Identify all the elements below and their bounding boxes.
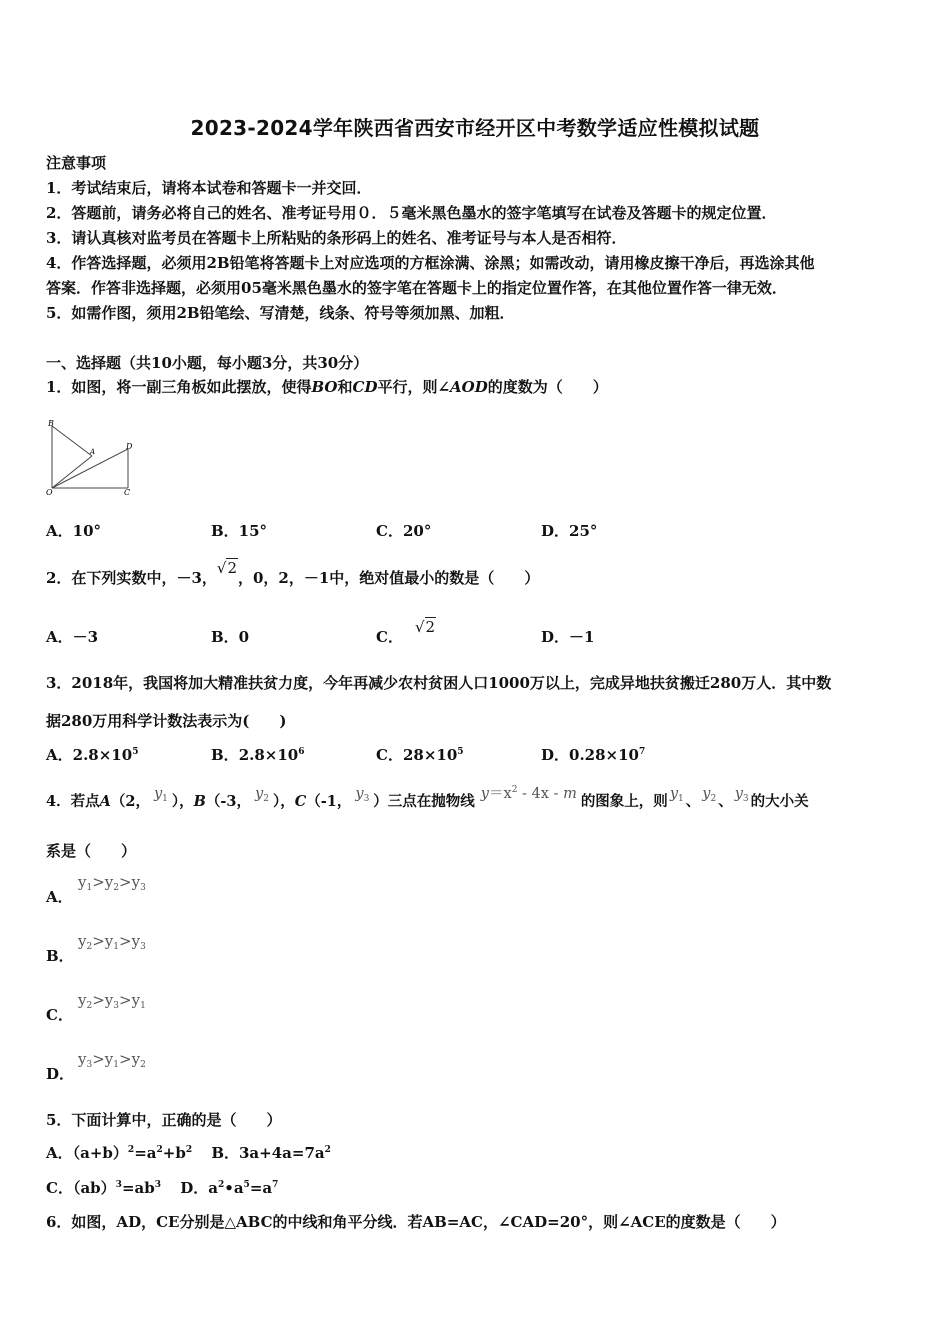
question-4-stem-line-2: 系是（ ） <box>46 842 137 860</box>
question-2-option-a: A．－3 <box>46 628 99 646</box>
question-4-option-b-expression: $y_2>y_1>y_3$ <box>78 932 146 952</box>
question-3-option-a: A．$2.8\times 10^5$ <box>46 746 139 764</box>
question-1-option-a: A．10° <box>46 522 102 540</box>
question-3-option-b: B．$2.8\times 10^6$ <box>211 746 305 764</box>
figure-label-o: O <box>46 488 53 497</box>
figure-label-b: B <box>48 419 54 428</box>
question-4-option-d-label: D． <box>46 1065 75 1083</box>
question-1-figure <box>40 416 140 498</box>
y2: $y_2$ <box>702 786 717 804</box>
y3: $y_3$ <box>355 786 370 804</box>
notice-item: 2．答题前，请务必将自己的姓名、准考证号用０．５毫米黑色墨水的签字笔填写在试卷及答题卡的规定位置． <box>46 204 777 222</box>
question-5-stem: 5．下面计算中，正确的是（ ） <box>46 1111 282 1129</box>
y1: $y_1$ <box>153 786 168 804</box>
notice-item: 1．考试结束后，请将本试卷和答题卡一并交回． <box>46 179 372 197</box>
question-4-option-a-expression: $y_1>y_2>y_3$ <box>78 873 146 893</box>
section-heading: 一、选择题（共10小题，每小题3分，共30分） <box>46 354 369 372</box>
question-3-option-d: D．$0.28\times 10^7$ <box>541 746 646 764</box>
notice-item: 答案．作答非选择题，必须用05毫米黑色墨水的签字笔在答题卡上的指定位置作答，在其他位置作答一律无效． <box>46 279 787 297</box>
question-2-option-b: B．0 <box>211 628 250 646</box>
parabola-equation: $y=x^2 - 4x - m$ <box>480 785 577 802</box>
question-2-option-d: D．－1 <box>541 628 595 646</box>
figure-label-c: C <box>124 488 131 497</box>
sqrt-2: √2 <box>414 618 436 636</box>
question-4-option-d-expression: $y_3>y_1>y_2$ <box>78 1050 146 1070</box>
y3: $y_3$ <box>734 786 749 804</box>
question-6-stem: 6．如图，AD，CE分别是△ABC的中线和角平分线．若AB=AC，∠CAD=20°，则∠ACE的度数是（ ） <box>46 1213 786 1231</box>
question-1-stem: 1．如图，将一副三角板如此摆放，使得BO和CD平行，则∠AOD的度数为（ ） <box>46 378 608 396</box>
question-4-option-c-expression: $y_2>y_3>y_1$ <box>78 991 146 1011</box>
notice-heading: 注意事项 <box>46 154 107 172</box>
question-4-option-c-label: C． <box>46 1006 73 1024</box>
y1: $y_1$ <box>669 786 684 804</box>
figure-label-a: A <box>90 448 96 456</box>
question-1-option-b: B．15° <box>211 522 268 540</box>
question-1-option-d: D．25° <box>541 522 598 540</box>
question-5-options-row-2: C．$(ab)^3=ab^3$ D．$a^2•a^5=a^7$ <box>46 1179 279 1197</box>
question-3-stem-line-1: 3．2018年，我国将加大精准扶贫力度，今年再减少农村贫困人口1000万以上，完成异地扶贫搬迁280万人．其中数 <box>46 674 832 692</box>
sqrt-2: √2 <box>216 559 237 577</box>
y2: $y_2$ <box>255 786 269 804</box>
question-4-stem-line-1: 4．若点A（2， $y_1$ ），B（-3， $y_2$ ），C（-1， $y_3$ ）三点在抛物线 $y=x^2 - 4x - m$ 的图象上，则 $y_1$ 、 $y_2$ 、 $y_3$ 的大小关 <box>46 785 809 810</box>
question-1-option-c: C．20° <box>376 522 432 540</box>
question-2-option-c: C．√2 <box>376 618 436 646</box>
page-title: 2023-2024学年陕西省西安市经开区中考数学适应性模拟试题 <box>190 116 760 140</box>
figure-label-d: D <box>126 442 133 451</box>
question-3-stem-line-2: 据280万用科学计数法表示为( ) <box>46 712 287 730</box>
notice-item: 5．如需作图，须用2B铅笔绘、写清楚，线条、符号等须加黑、加粗． <box>46 304 515 322</box>
question-4-option-b-label: B． <box>46 947 74 965</box>
question-2-stem: 2．在下列实数中，－3，√2，0，2，－1中，绝对值最小的数是（ ） <box>46 559 540 587</box>
question-3-option-c: C．$28\times 10^5$ <box>376 746 464 764</box>
notice-item: 3．请认真核对监考员在答题卡上所粘贴的条形码上的姓名、准考证号与本人是否相符． <box>46 229 627 247</box>
notice-item: 4．作答选择题，必须用2B铅笔将答题卡上对应选项的方框涂满、涂黑；如需改动，请用橡皮擦干净后，再选涂其他 <box>46 254 815 272</box>
question-5-options-row-1: A．$(a+b)^2=a^2+b^2$ B．$3a+4a=7a^2$ <box>46 1144 331 1162</box>
question-4-option-a-label: A． <box>46 888 73 906</box>
